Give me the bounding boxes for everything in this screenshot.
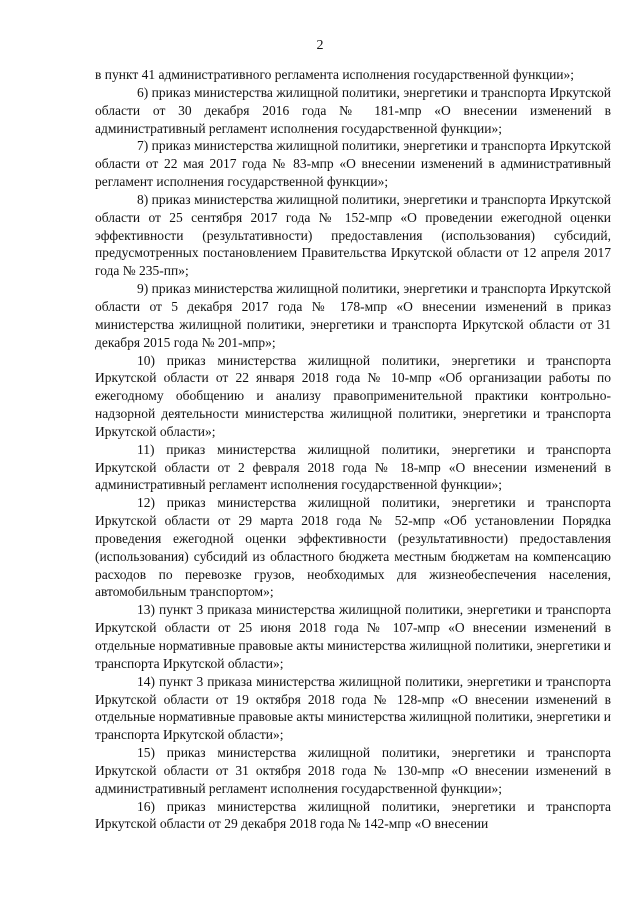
list-item-paragraph: 16) приказ министерства жилищной политики, энергетики и транспорта Иркутской области от 29 декабря 2018 года № 142-мпр «О внесении — [95, 798, 611, 832]
list-item-paragraph: 11) приказ министерства жилищной политики, энергетики и транспорта Иркутской области от 2 февраля 2018 года № 18-мпр «О внесении изменений в административный регламент исполнения государственной функции»; — [95, 441, 611, 493]
list-item-paragraph: 10) приказ министерства жилищной политики, энергетики и транспорта Иркутской области от 22 января 2018 года № 10-мпр «Об организации работы по ежегодному обобщению и анализу правоприменительной практики контрольно-надзорной деятельности министерства жилищной политики, энергетики и транспорта Иркутской области»; — [95, 352, 611, 439]
document-body — [95, 66, 611, 833]
list-item-paragraph: 15) приказ министерства жилищной политики, энергетики и транспорта Иркутской области от 31 октября 2018 года № 130-мпр «О внесении изменений в административный регламент исполнения государственной функции»; — [95, 745, 611, 796]
list-item-paragraph: 9) приказ министерства жилищной политики, энергетики и транспорта Иркутской области от 5 декабря 2017 года № 178-мпр «О внесении изменений в приказ министерства жилищной политики, энергетики и транспорта Иркутской области от 31 декабря 2015 года № 201-мпр»; — [95, 281, 611, 350]
list-item-paragraph: 13) пункт 3 приказа министерства жилищной политики, энергетики и транспорта Иркутской области от 25 июня 2018 года № 107-мпр «О внесении изменений в отдельные нормативные правовые акты министерства жилищной политики, энергетики и транспорта Иркутской области»; — [95, 602, 611, 671]
page-number: 2 — [316, 38, 324, 53]
list-item-paragraph: 8) приказ министерства жилищной политики, энергетики и транспорта Иркутской области от 25 сентября 2017 года № 152-мпр «О проведении ежегодной оценки эффективности (результативности) предоставления (использования) субсидий, предусмотренных постановлением Правительства Иркутской области от 12 апреля 2017 года № 235-пп»; — [95, 191, 611, 279]
list-item-paragraph: 6) приказ министерства жилищной политики, энергетики и транспорта Иркутской области от 30 декабря 2016 года № 181-мпр «О внесении изменений в административный регламент исполнения государственной функции»; — [95, 84, 611, 136]
list-item-paragraph: 7) приказ министерства жилищной политики, энергетики и транспорта Иркутской области от 22 мая 2017 года № 83-мпр «О внесении изменений в административный регламент исполнения государственной функции»; — [95, 138, 611, 190]
list-item-paragraph: 14) пункт 3 приказа министерства жилищной политики, энергетики и транспорта Иркутской области от 19 октября 2018 года № 128-мпр «О внесении изменений в отдельные нормативные правовые акты министерства жилищной политики, энергетики и транспорта Иркутской области»; — [95, 673, 611, 743]
paragraph-continuation: в пункт 41 административного регламента исполнения государственной функции»; — [95, 67, 575, 82]
list-item-paragraph: 12) приказ министерства жилищной политики, энергетики и транспорта Иркутской области от 29 марта 2018 года № 52-мпр «Об установлении Порядка проведения ежегодной оценки эффективности (результативности) предоставления (использования) субсидий из областного бюджета местным бюджетам на компенсацию расходов по перевозке грузов, необходимых для жизнеобеспечения населения, автомобильным транспортом»; — [95, 495, 611, 600]
